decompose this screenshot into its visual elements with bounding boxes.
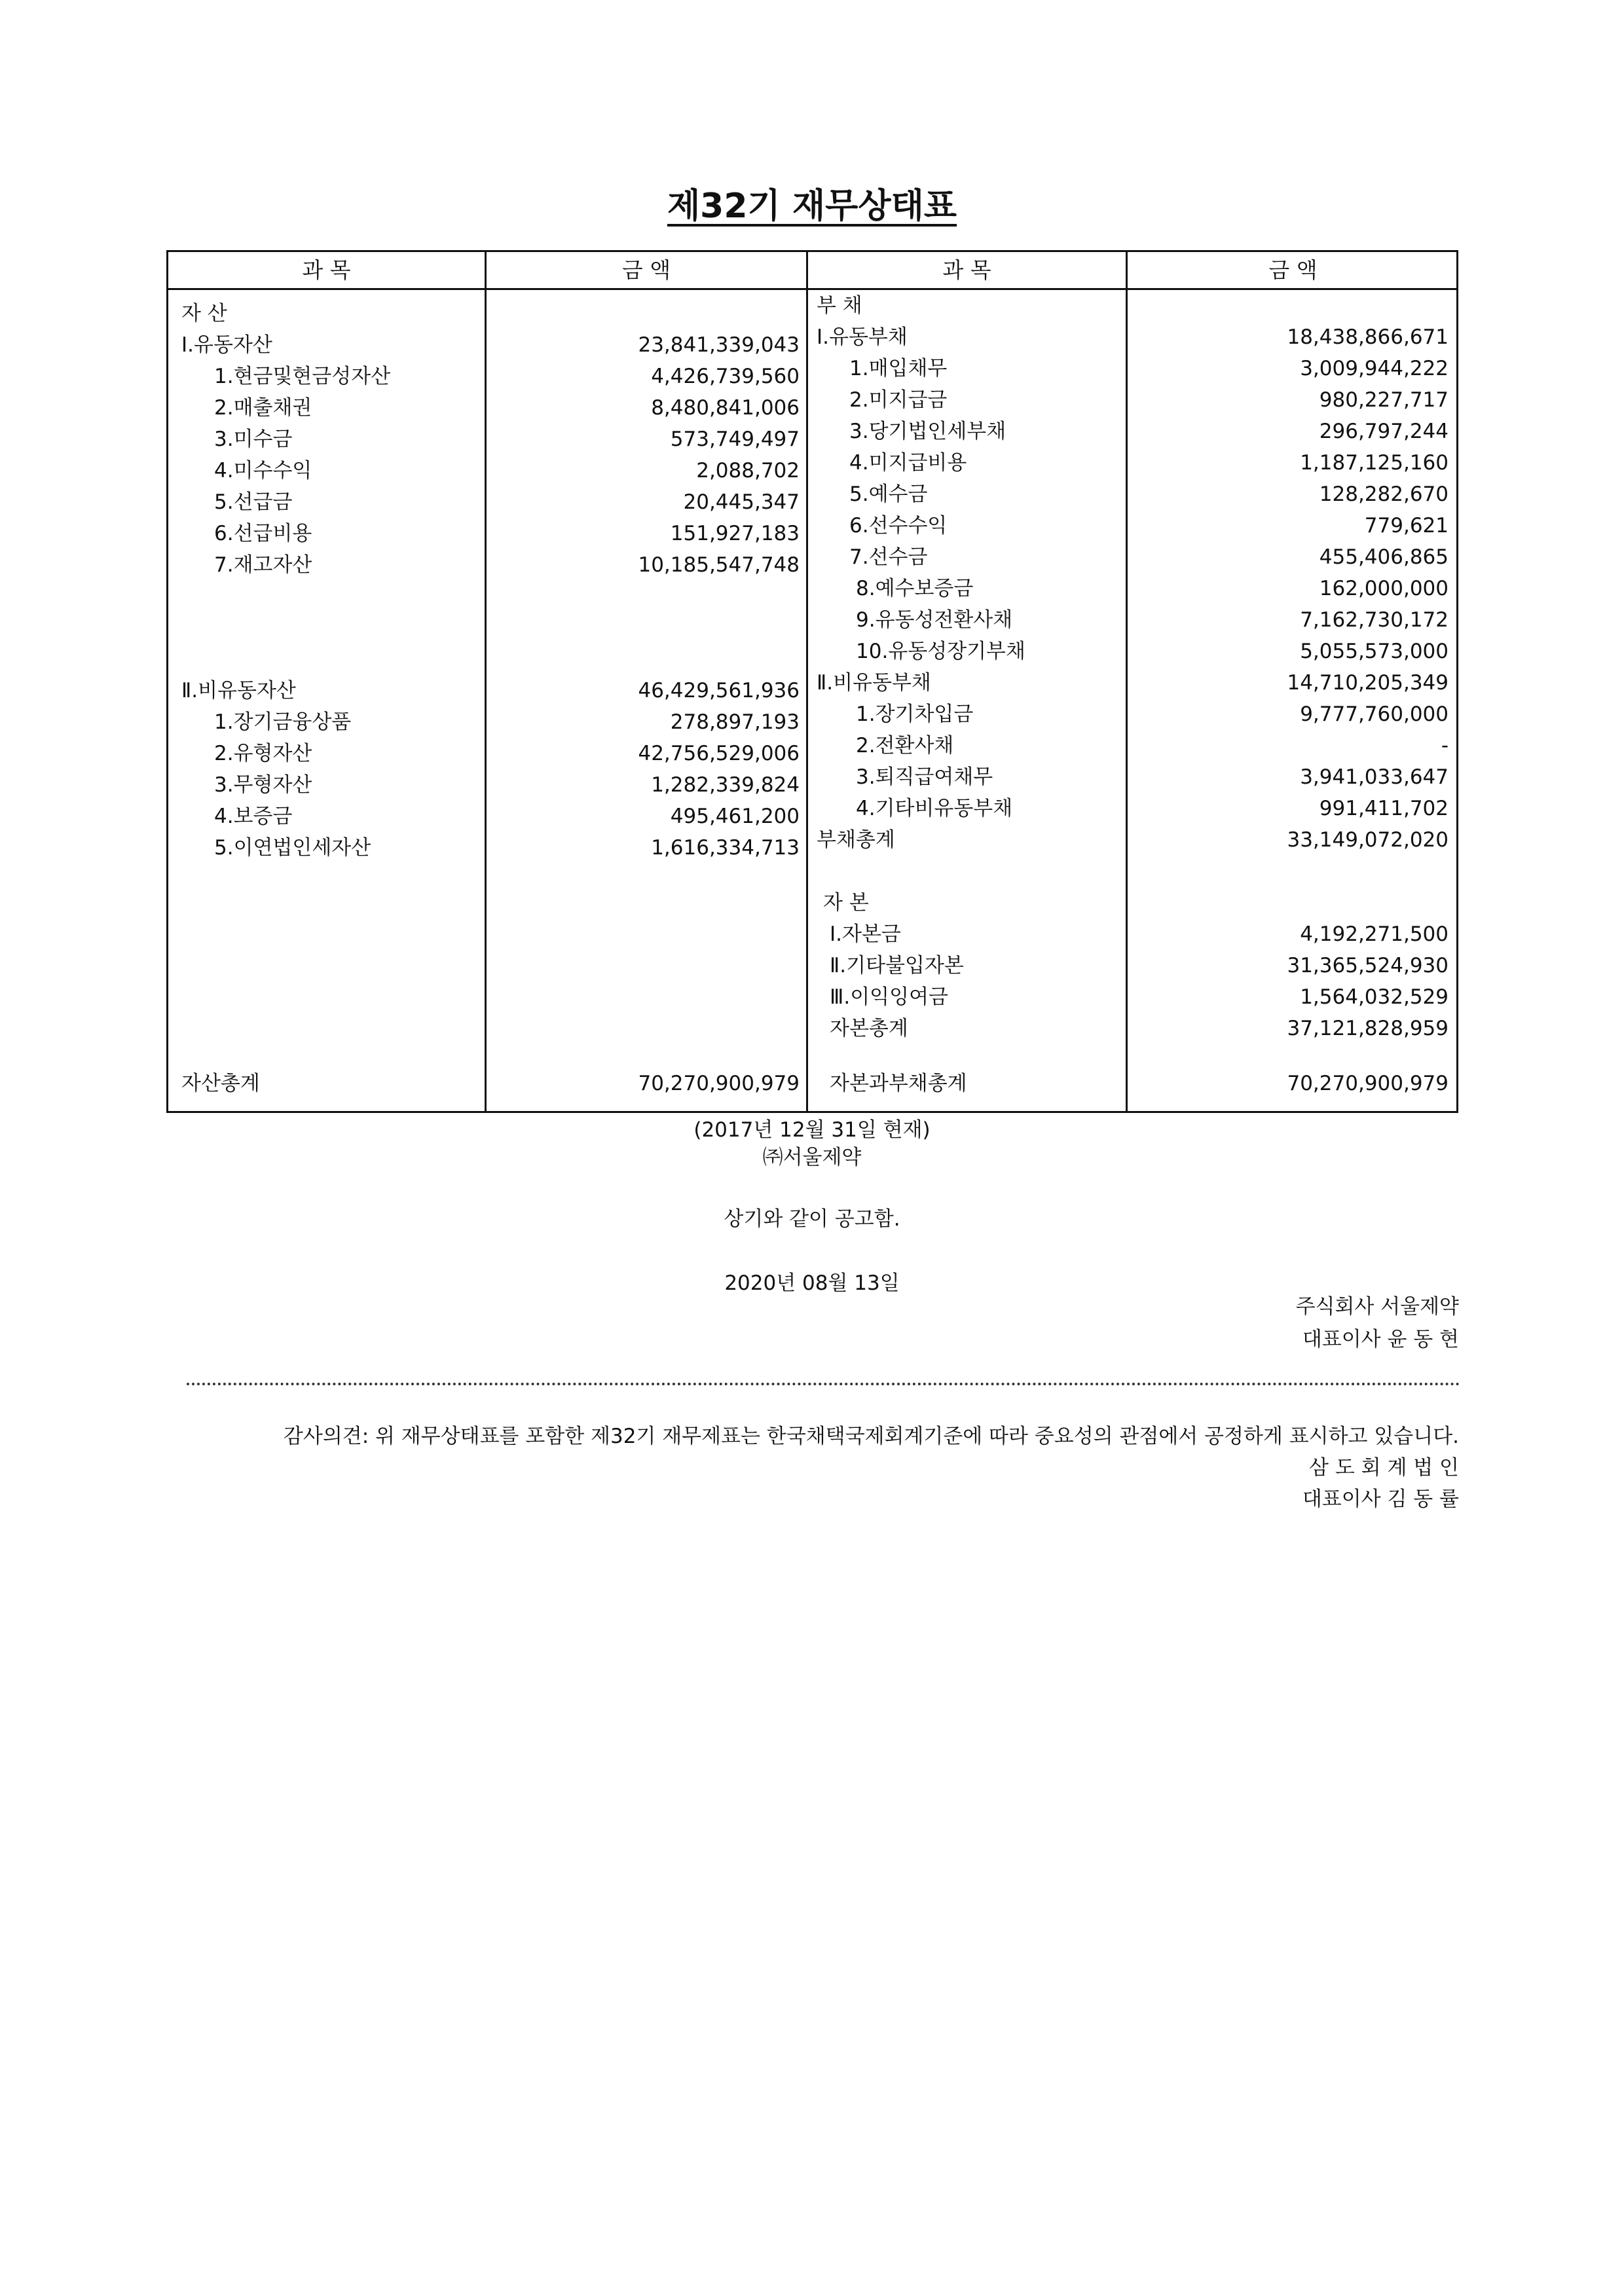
- asset-amount: 20,445,347: [683, 490, 800, 514]
- liability-label: Ⅰ.유동부채: [817, 325, 908, 349]
- asset-amount: 1,282,339,824: [651, 773, 800, 797]
- liability-label: 4.기타비유동부채: [856, 797, 1013, 820]
- liability-amount: 162,000,000: [1319, 577, 1449, 600]
- audit-opinion: 감사의견: 위 재무상태표를 포함한 제32기 재무제표는 한국채택국제회계기준에 따라 중요성의 관점에서 공정하게 표시하고 있습니다.: [283, 1425, 1459, 1448]
- column-divider: [806, 252, 808, 1111]
- asset-amount: 4,426,739,560: [651, 365, 800, 388]
- equity-label: Ⅰ.자본금: [830, 922, 901, 946]
- asset-amount: 278,897,193: [670, 710, 800, 734]
- equity-label: Ⅱ.기타불입자본: [830, 954, 964, 977]
- asset-amount: 23,841,339,043: [638, 333, 800, 357]
- liability-amount: 5,055,573,000: [1300, 640, 1449, 663]
- liability-label: 7.선수금: [849, 545, 928, 569]
- header-amount-right: 금 액: [1268, 257, 1318, 283]
- header-divider: [168, 288, 1456, 290]
- grand-total-amount: 70,270,900,979: [1287, 1072, 1449, 1095]
- asset-label: 6.선급비용: [214, 522, 312, 545]
- asset-amount: 1,616,334,713: [651, 836, 800, 860]
- asset-label: 4.미수수익: [214, 459, 312, 483]
- liability-amount: 18,438,866,671: [1287, 325, 1449, 349]
- auditor-ceo: 대표이사 김 동 률: [1302, 1487, 1459, 1511]
- liability-amount: 455,406,865: [1319, 545, 1449, 569]
- balance-sheet-table: [166, 250, 1458, 1113]
- asset-label: 7.재고자산: [214, 553, 312, 577]
- asset-amount: 573,749,497: [670, 428, 800, 451]
- company-name: ㈜서울제약: [762, 1146, 862, 1169]
- asset-total-amount: 70,270,900,979: [638, 1072, 800, 1095]
- asset-label: 3.무형자산: [214, 773, 312, 797]
- liability-amount: 1,187,125,160: [1300, 451, 1449, 475]
- liability-amount: 779,621: [1364, 514, 1449, 538]
- liability-total-label: 부채총계: [817, 828, 895, 852]
- header-account-left: 과 목: [302, 257, 351, 283]
- liability-label: 9.유동성전환사채: [856, 608, 1013, 632]
- liability-section-label: 부 채: [817, 294, 862, 318]
- asset-label: 1.장기금융상품: [214, 710, 352, 734]
- equity-label: Ⅲ.이익잉여금: [830, 985, 948, 1009]
- liability-amount: 3,941,033,647: [1300, 765, 1449, 789]
- notice-text: 상기와 같이 공고함.: [724, 1207, 900, 1231]
- liability-amount: 296,797,244: [1319, 420, 1449, 443]
- signer-company: 주식회사 서울제약: [1295, 1295, 1459, 1319]
- liability-label: 8.예수보증금: [856, 577, 974, 600]
- liability-label: 1.장기차입금: [856, 702, 974, 726]
- liability-label: 10.유동성장기부채: [856, 640, 1025, 663]
- liability-label: 2.미지급금: [849, 388, 948, 412]
- asset-amount: 46,429,561,936: [638, 679, 800, 702]
- asset-section-label: 자 산: [181, 302, 227, 325]
- equity-amount: 4,192,271,500: [1300, 922, 1449, 946]
- equity-section-label: 자 본: [823, 891, 869, 915]
- asset-label: Ⅰ.유동자산: [181, 333, 272, 357]
- asset-label: 4.보증금: [214, 805, 293, 828]
- liability-amount: 128,282,670: [1319, 483, 1449, 506]
- liability-label: 2.전환사채: [856, 734, 954, 757]
- liability-total-amount: 33,149,072,020: [1287, 828, 1449, 852]
- asset-amount: 495,461,200: [670, 805, 800, 828]
- liability-amount: 980,227,717: [1319, 388, 1449, 412]
- asset-label: 5.이연법인세자산: [214, 836, 371, 860]
- liability-amount: 991,411,702: [1319, 797, 1449, 820]
- liability-label: 3.당기법인세부채: [849, 420, 1006, 443]
- liability-label: 3.퇴직급여채무: [856, 765, 993, 789]
- header-amount-left: 금 액: [621, 257, 671, 283]
- liability-amount: 3,009,944,222: [1300, 357, 1449, 380]
- dotted-divider: [187, 1383, 1460, 1385]
- liability-amount: 7,162,730,172: [1300, 608, 1449, 632]
- asset-amount: 2,088,702: [696, 459, 800, 483]
- liability-label: 5.예수금: [849, 483, 928, 506]
- notice-date: 2020년 08월 13일: [724, 1271, 900, 1295]
- asset-label: 5.선급금: [214, 490, 293, 514]
- asset-amount: 42,756,529,006: [638, 742, 800, 765]
- equity-total-amount: 37,121,828,959: [1287, 1017, 1449, 1040]
- liability-label: 1.매입채무: [849, 357, 948, 380]
- liability-label: Ⅱ.비유동부채: [817, 671, 931, 695]
- equity-amount: 31,365,524,930: [1287, 954, 1449, 977]
- liability-amount: -: [1441, 734, 1449, 757]
- asset-amount: 8,480,841,006: [651, 396, 800, 420]
- asset-label: Ⅱ.비유동자산: [181, 679, 296, 702]
- as-of-date: (2017년 12월 31일 현재): [693, 1118, 931, 1142]
- liability-amount: 9,777,760,000: [1300, 702, 1449, 726]
- asset-total-label: 자산총계: [181, 1072, 260, 1095]
- equity-amount: 1,564,032,529: [1300, 985, 1449, 1009]
- page-title: 제32기 재무상태표: [667, 187, 957, 226]
- liability-amount: 14,710,205,349: [1287, 671, 1449, 695]
- asset-label: 1.현금및현금성자산: [214, 365, 391, 388]
- asset-label: 2.유형자산: [214, 742, 312, 765]
- asset-amount: 10,185,547,748: [638, 553, 800, 577]
- asset-label: 2.매출채권: [214, 396, 312, 420]
- grand-total-label: 자본과부채총계: [830, 1072, 967, 1095]
- asset-label: 3.미수금: [214, 428, 293, 451]
- asset-amount: 151,927,183: [670, 522, 800, 545]
- equity-total-label: 자본총계: [830, 1017, 908, 1040]
- signer-ceo: 대표이사 윤 동 현: [1302, 1328, 1459, 1351]
- liability-label: 4.미지급비용: [849, 451, 967, 475]
- liability-label: 6.선수수익: [849, 514, 948, 538]
- header-account-right: 과 목: [942, 257, 991, 283]
- auditor-firm: 삼 도 회 계 법 인: [1309, 1456, 1459, 1480]
